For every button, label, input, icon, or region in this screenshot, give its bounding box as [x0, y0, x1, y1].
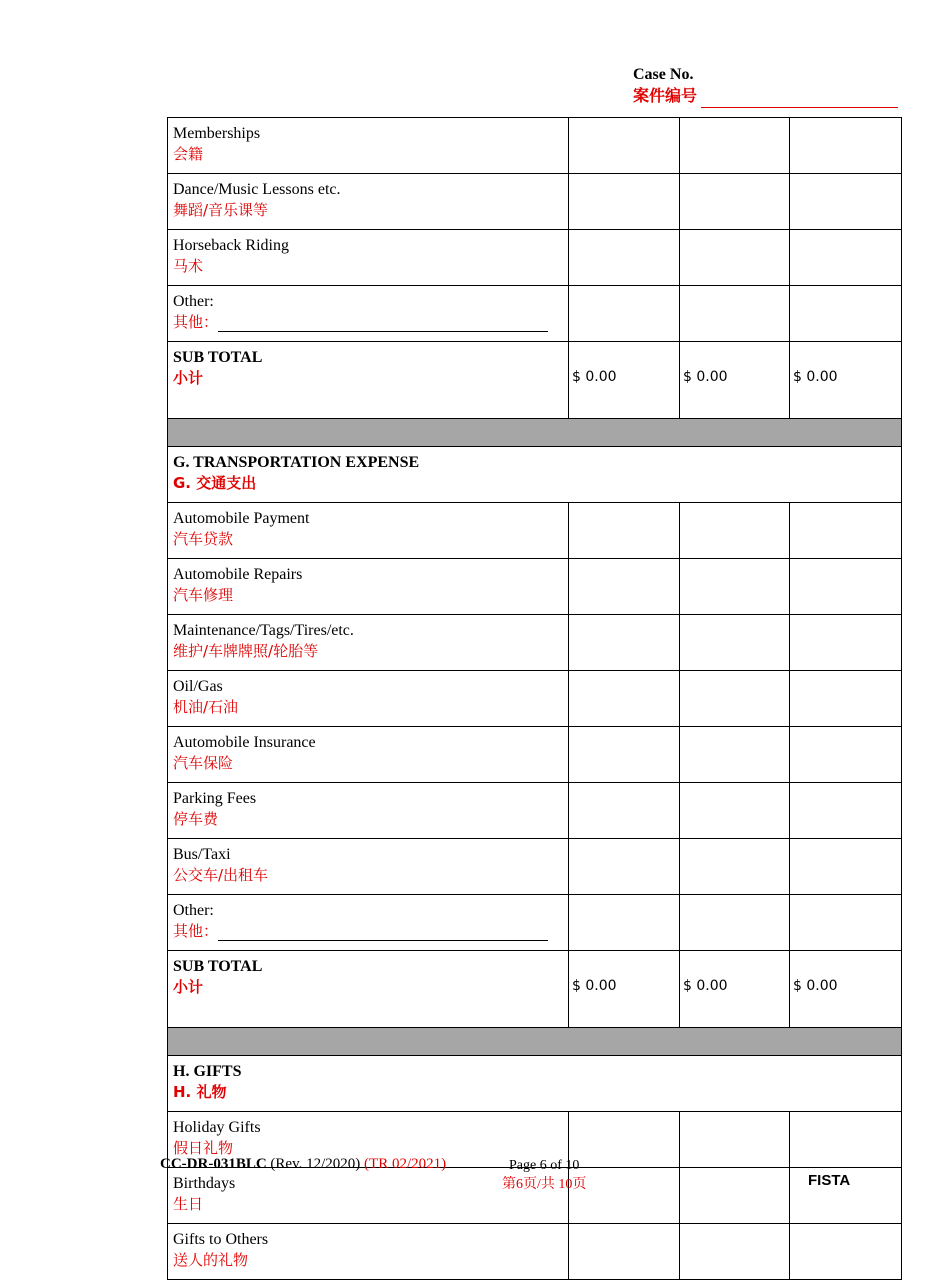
- section-title-zh: H. 礼物: [173, 1083, 227, 1101]
- amount-cell[interactable]: [790, 1224, 902, 1280]
- row-label-en: Gifts to Others: [173, 1231, 269, 1248]
- page-number: [502, 1156, 586, 1194]
- row-label-en: Horseback Riding: [173, 237, 289, 254]
- amount-cell[interactable]: [790, 615, 902, 671]
- subtotal-amount[interactable]: $ 0.00: [569, 951, 680, 1028]
- subtotal-amount[interactable]: $ 0.00: [680, 951, 790, 1028]
- case-label-zh: 案件编号: [633, 88, 698, 105]
- amount-cell[interactable]: [680, 118, 790, 174]
- revision-text: (Rev. 12/2020): [266, 1156, 365, 1172]
- row-label-en: Automobile Payment: [173, 510, 310, 527]
- section-title-en: G. TRANSPORTATION EXPENSE: [173, 454, 420, 471]
- row-label-en: Memberships: [173, 125, 261, 142]
- amount-cell[interactable]: [790, 174, 902, 230]
- row-label-en: Maintenance/Tags/Tires/etc.: [173, 622, 354, 639]
- row-label-zh: 机油/石油: [173, 698, 239, 716]
- row-label-zh: 汽车贷款: [173, 530, 234, 548]
- amount-cell[interactable]: [569, 286, 680, 342]
- amount-cell[interactable]: [680, 286, 790, 342]
- amount-cell[interactable]: [569, 118, 680, 174]
- amount-cell[interactable]: [790, 839, 902, 895]
- row-label-en: Automobile Insurance: [173, 734, 316, 751]
- row-label-zh: 公交车/出租车: [173, 866, 269, 884]
- translation-revision: (TR 02/2021): [364, 1156, 447, 1172]
- row-label-zh: 舞蹈/音乐课等: [173, 201, 269, 219]
- subtotal-row: [168, 342, 902, 419]
- amount-cell[interactable]: [569, 839, 680, 895]
- table-row: [168, 118, 902, 174]
- subtotal-label-en: SUB TOTAL: [173, 958, 263, 975]
- section-divider: [168, 419, 902, 447]
- table-row: [168, 671, 902, 727]
- amount-cell[interactable]: [569, 503, 680, 559]
- table-row: [168, 839, 902, 895]
- row-label-en: Other:: [173, 293, 214, 310]
- subtotal-row: [168, 951, 902, 1028]
- amount-cell[interactable]: [680, 727, 790, 783]
- subtotal-amount[interactable]: $ 0.00: [790, 342, 902, 419]
- table-row: [168, 895, 902, 951]
- row-label-en: Oil/Gas: [173, 678, 223, 695]
- row-label-zh: 送人的礼物: [173, 1251, 249, 1269]
- amount-cell[interactable]: [569, 895, 680, 951]
- amount-cell[interactable]: [790, 895, 902, 951]
- row-label-en: Other:: [173, 902, 214, 919]
- row-label-zh: 马术: [173, 257, 204, 275]
- amount-cell[interactable]: [680, 174, 790, 230]
- section-header-row: [168, 1056, 902, 1112]
- subtotal-label-en: SUB TOTAL: [173, 349, 263, 366]
- row-label-zh: 汽车修理: [173, 586, 234, 604]
- expense-table: [167, 117, 902, 1280]
- section-title-zh: G. 交通支出: [173, 474, 257, 492]
- subtotal-amount[interactable]: $ 0.00: [680, 342, 790, 419]
- row-label-zh: 汽车保险: [173, 754, 234, 772]
- amount-cell[interactable]: [569, 559, 680, 615]
- amount-cell[interactable]: [680, 1168, 790, 1224]
- section-header-row: [168, 447, 902, 503]
- section-title-en: H. GIFTS: [173, 1063, 242, 1080]
- case-number: [633, 64, 898, 108]
- amount-cell[interactable]: [680, 1112, 790, 1168]
- subtotal-amount[interactable]: $ 0.00: [790, 951, 902, 1028]
- amount-cell[interactable]: [790, 503, 902, 559]
- amount-cell[interactable]: [569, 174, 680, 230]
- other-blank-field[interactable]: [218, 317, 548, 332]
- brand-label: FISTA: [808, 1172, 851, 1189]
- table-row: [168, 286, 902, 342]
- row-label-zh: 其他：: [173, 313, 219, 331]
- row-label-en: Holiday Gifts: [173, 1119, 261, 1136]
- page-number-en: Page 6 of 10: [509, 1158, 580, 1173]
- row-label-en: Dance/Music Lessons etc.: [173, 181, 341, 198]
- amount-cell[interactable]: [790, 671, 902, 727]
- row-label-en: Birthdays: [173, 1175, 236, 1192]
- amount-cell[interactable]: [790, 1112, 902, 1168]
- form-revision: [160, 1156, 446, 1173]
- amount-cell[interactable]: [790, 118, 902, 174]
- table-row: [168, 503, 902, 559]
- amount-cell[interactable]: [680, 1224, 790, 1280]
- amount-cell[interactable]: [790, 727, 902, 783]
- amount-cell[interactable]: [569, 615, 680, 671]
- row-label-zh: 维护/车牌牌照/轮胎等: [173, 642, 319, 660]
- row-label-zh: 假日礼物: [173, 1139, 234, 1157]
- table-row: [168, 559, 902, 615]
- amount-cell[interactable]: [680, 615, 790, 671]
- subtotal-label-zh: 小计: [173, 978, 204, 996]
- table-row: [168, 1224, 902, 1280]
- amount-cell[interactable]: [680, 230, 790, 286]
- amount-cell[interactable]: [569, 783, 680, 839]
- amount-cell[interactable]: [680, 503, 790, 559]
- amount-cell[interactable]: [680, 783, 790, 839]
- row-label-zh: 会籍: [173, 145, 204, 163]
- section-divider: [168, 1028, 902, 1056]
- row-label-en: Automobile Repairs: [173, 566, 303, 583]
- table-row: [168, 783, 902, 839]
- table-row: [168, 727, 902, 783]
- table-row: [168, 174, 902, 230]
- case-label-en: Case No.: [633, 66, 694, 83]
- amount-cell[interactable]: [680, 671, 790, 727]
- amount-cell[interactable]: [790, 783, 902, 839]
- amount-cell[interactable]: [569, 727, 680, 783]
- case-number-field[interactable]: [701, 91, 898, 108]
- other-blank-field[interactable]: [218, 926, 548, 941]
- amount-cell[interactable]: [790, 230, 902, 286]
- page-number-zh: 第6页/共 10页: [502, 1177, 587, 1192]
- amount-cell[interactable]: [569, 230, 680, 286]
- row-label-zh: 其他：: [173, 922, 219, 940]
- subtotal-label-zh: 小计: [173, 369, 204, 387]
- subtotal-amount[interactable]: $ 0.00: [569, 342, 680, 419]
- row-label-en: Bus/Taxi: [173, 846, 231, 863]
- amount-cell[interactable]: [790, 559, 902, 615]
- amount-cell[interactable]: [790, 286, 902, 342]
- row-label-zh: 停车费: [173, 810, 219, 828]
- row-label-en: Parking Fees: [173, 790, 257, 807]
- row-label-zh: 生日: [173, 1195, 204, 1213]
- amount-cell[interactable]: [569, 1224, 680, 1280]
- table-row: [168, 615, 902, 671]
- amount-cell[interactable]: [680, 839, 790, 895]
- form-code: CC-DR-031BLC: [160, 1156, 267, 1172]
- table-row: [168, 230, 902, 286]
- amount-cell[interactable]: [680, 559, 790, 615]
- amount-cell[interactable]: [680, 895, 790, 951]
- amount-cell[interactable]: [569, 671, 680, 727]
